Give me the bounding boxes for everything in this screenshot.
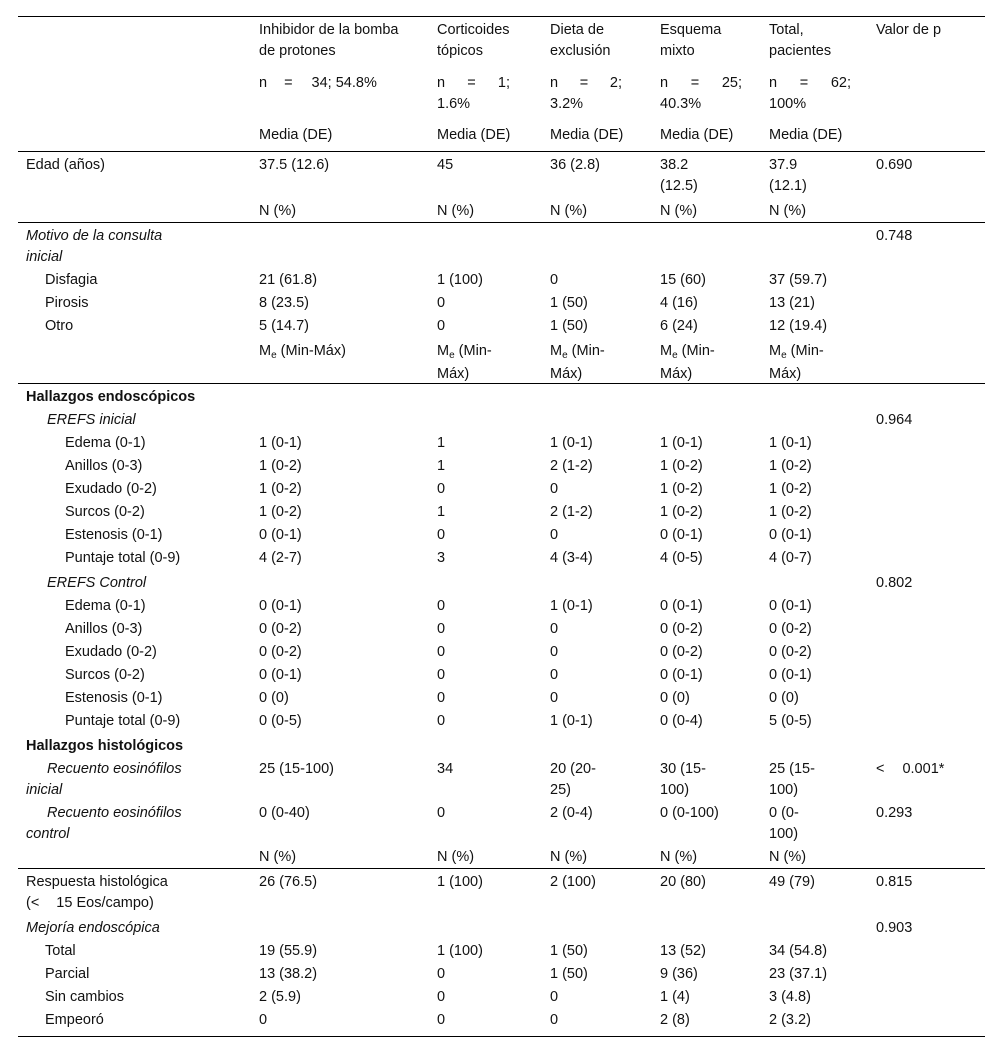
cell: 0 (0-1) <box>259 667 302 683</box>
header-line: Total, <box>769 22 804 38</box>
cell: 26 (76.5) <box>259 874 318 890</box>
me-symbol: M <box>437 343 450 359</box>
cell: 0 (0) <box>660 690 690 706</box>
cell: 0 (0) <box>769 690 799 706</box>
header-col-mixto <box>660 20 721 61</box>
row-label-eos-inicial <box>26 759 182 800</box>
stat-label <box>259 341 346 364</box>
cell: 0 <box>437 621 446 637</box>
cell: 12 (19.4) <box>769 318 828 334</box>
header-rule <box>18 151 985 152</box>
cell: 4 (2-7) <box>259 550 302 566</box>
row-label: Total <box>45 943 76 959</box>
header-line: Corticoides <box>437 22 510 38</box>
stat-label: N (%) <box>550 203 588 219</box>
label-line: inicial <box>26 248 63 265</box>
cell: 4 (0-7) <box>769 550 812 566</box>
cell: 1 (0-1) <box>660 435 703 451</box>
cell <box>660 155 698 196</box>
stat-label: N (%) <box>769 849 807 865</box>
cell: 0 <box>550 690 559 706</box>
cell: 1 (0-1) <box>769 435 812 451</box>
stat-label: Media (DE) <box>437 127 511 143</box>
cell: 20 (80) <box>660 874 706 890</box>
n-percent: 3.2% <box>550 95 584 112</box>
cell: 0 <box>437 966 446 982</box>
cell: 1 (0-2) <box>769 458 812 474</box>
cell: 0 (0-5) <box>259 713 302 729</box>
row-label: Sin cambios <box>45 989 124 1005</box>
p-value: 0.748 <box>876 228 913 244</box>
header-line: exclusión <box>550 42 611 59</box>
subsection-erefs-control: EREFS Control <box>47 575 147 591</box>
cell: 2 (5.9) <box>259 989 301 1005</box>
cell: 4 (3-4) <box>550 550 593 566</box>
cell: 1 (100) <box>437 874 483 890</box>
cell: 0 <box>437 318 446 334</box>
cell: 1 (0-1) <box>550 598 593 614</box>
cell: 1 (50) <box>550 295 588 311</box>
cell: 13 (38.2) <box>259 966 318 982</box>
p-value: 0.964 <box>876 412 913 428</box>
cell: 0 (0-2) <box>769 644 812 660</box>
row-label: Surcos (0-2) <box>65 504 145 520</box>
header-col-dieta <box>550 20 610 61</box>
cell: 0 <box>437 690 446 706</box>
p-value: 0.815 <box>876 874 913 890</box>
n-symbol: n <box>660 75 669 91</box>
section-title-histologicos: Hallazgos histológicos <box>26 738 184 754</box>
cell: 0 (0-2) <box>660 621 703 637</box>
cell: 23 (37.1) <box>769 966 828 982</box>
cell: 3 <box>437 550 446 566</box>
cell-line: 25 (15-100) <box>259 761 334 777</box>
cell: 0 <box>550 527 559 543</box>
stat-label: N (%) <box>259 849 297 865</box>
section-rule <box>18 383 985 384</box>
stat-label <box>437 341 492 384</box>
me-range: (Min-Máx) <box>276 343 346 359</box>
cell: 13 (52) <box>660 943 706 959</box>
cell: 0 (0-2) <box>769 621 812 637</box>
stat-label <box>550 341 605 384</box>
me-range: Máx) <box>437 365 470 382</box>
cell <box>550 803 593 824</box>
n-value: 62; <box>830 75 851 91</box>
cell-line: 36 (2.8) <box>550 157 600 173</box>
cell: 0 <box>437 713 446 729</box>
n-percent: 100% <box>769 95 807 112</box>
stat-label <box>769 341 824 384</box>
row-label: Parcial <box>45 966 90 982</box>
row-label: Estenosis (0-1) <box>65 527 163 543</box>
cell <box>259 759 334 780</box>
header-line: de protones <box>259 42 336 59</box>
cell: 0 (0-1) <box>660 598 703 614</box>
me-symbol: M <box>769 343 782 359</box>
cell: 0 <box>259 1012 268 1028</box>
cell: 0 <box>550 667 559 683</box>
cell-line: 0 <box>437 805 446 821</box>
header-n-total <box>769 73 851 114</box>
row-label: Pirosis <box>45 295 89 311</box>
cell-line: 100) <box>769 781 799 798</box>
me-range: Máx) <box>769 365 802 382</box>
cell: 0 (0-1) <box>660 667 703 683</box>
cell <box>550 759 596 800</box>
me-range: (Min- <box>567 343 605 359</box>
n-equals: = <box>799 75 809 91</box>
n-percent: 1.6% <box>437 95 471 112</box>
me-range: (Min- <box>454 343 492 359</box>
cell-line: 45 <box>437 157 454 173</box>
p-value: 0.690 <box>876 157 913 173</box>
me-subscript: e <box>672 350 678 361</box>
p-value: 0.903 <box>876 920 913 936</box>
cell: 0 (0-2) <box>660 644 703 660</box>
cell: 1 <box>437 504 446 520</box>
n-value: 25; <box>721 75 742 91</box>
subsection-erefs-inicial: EREFS inicial <box>47 412 136 428</box>
label-line: Recuento eosinófilos <box>47 761 182 777</box>
row-label-respuesta <box>26 872 168 913</box>
table-top-rule <box>18 16 985 17</box>
cell: 1 (50) <box>550 966 588 982</box>
cell-line: 38.2 <box>660 157 689 173</box>
header-line: Inhibidor de la bomba <box>259 22 399 38</box>
cell: 0 <box>550 1012 559 1028</box>
cell: 1 <box>437 458 446 474</box>
cell: 0 (0-1) <box>259 527 302 543</box>
p-value <box>876 759 944 780</box>
me-range: (Min- <box>677 343 715 359</box>
cell-line: 25) <box>550 781 571 798</box>
cell: 0 (0-1) <box>769 667 812 683</box>
n-value: 2; <box>609 75 622 91</box>
row-label: Anillos (0-3) <box>65 621 143 637</box>
row-label-eos-control <box>26 803 182 844</box>
n-equals: = <box>284 75 293 91</box>
cell: 2 (8) <box>660 1012 690 1028</box>
me-symbol: M <box>550 343 563 359</box>
cell: 0 <box>437 527 446 543</box>
cell: 6 (24) <box>660 318 698 334</box>
cell: 0 <box>437 667 446 683</box>
me-symbol: M <box>660 343 673 359</box>
cell: 1 (4) <box>660 989 690 1005</box>
cell <box>660 803 719 824</box>
cell: 34 (54.8) <box>769 943 828 959</box>
n-symbol: n <box>259 75 268 91</box>
header-line: Esquema <box>660 22 722 38</box>
cell: 1 (0-1) <box>550 435 593 451</box>
header-line: pacientes <box>769 42 832 59</box>
header-col-corticoides <box>437 20 510 61</box>
row-label: Estenosis (0-1) <box>65 690 163 706</box>
cell: 1 (50) <box>550 318 588 334</box>
cell <box>437 155 453 176</box>
stat-label: N (%) <box>660 203 698 219</box>
me-range: Máx) <box>550 365 583 382</box>
cell: 0 <box>437 644 446 660</box>
row-label: Empeoró <box>45 1012 104 1028</box>
me-subscript: e <box>781 350 787 361</box>
n-equals: = <box>467 75 476 91</box>
n-symbol: n <box>550 75 559 91</box>
cell: 5 (14.7) <box>259 318 309 334</box>
row-label-mejoria: Mejoría endoscópica <box>26 920 160 936</box>
cell: 1 (0-2) <box>769 504 812 520</box>
cell <box>769 155 807 196</box>
cell-line: 30 (15- <box>660 761 706 777</box>
cell: 0 (0-1) <box>769 527 812 543</box>
row-label: Puntaje total (0-9) <box>65 713 181 729</box>
cell: 3 (4.8) <box>769 989 811 1005</box>
cell-line: 100) <box>769 825 799 842</box>
n-percent: 40.3% <box>660 95 702 112</box>
header-col-ibp <box>259 20 398 61</box>
cell <box>660 759 706 800</box>
cell: 19 (55.9) <box>259 943 318 959</box>
cell-line: 0 (0-100) <box>660 805 719 821</box>
n-value: 34; 54.8% <box>311 75 377 91</box>
cell-line: 37.9 <box>769 157 798 173</box>
cell-line: (12.1) <box>769 177 807 194</box>
label-threshold: 15 Eos/campo) <box>56 894 154 911</box>
stat-label: N (%) <box>660 849 698 865</box>
label-line: Respuesta histológica <box>26 874 168 890</box>
cell: 9 (36) <box>660 966 698 982</box>
cell: 0 <box>437 1012 446 1028</box>
cell: 0 (0-2) <box>259 644 302 660</box>
cell-line: 0 (0-40) <box>259 805 310 821</box>
p-value: 0.293 <box>876 805 913 821</box>
header-n-ibp <box>259 73 377 94</box>
me-subscript: e <box>562 350 568 361</box>
stat-label: N (%) <box>437 203 475 219</box>
n-equals: = <box>690 75 700 91</box>
header-n-mixto <box>660 73 742 114</box>
cell-line: 100) <box>660 781 690 798</box>
cell: 15 (60) <box>660 272 706 288</box>
cell <box>259 155 329 176</box>
row-label-edad: Edad (años) <box>26 157 105 173</box>
stat-label: Media (DE) <box>660 127 734 143</box>
p-less-than: < <box>876 761 885 777</box>
label-line: control <box>26 825 70 842</box>
cell-line: 0 (0- <box>769 805 799 821</box>
cell-line: 25 (15- <box>769 761 815 777</box>
cell: 1 (0-1) <box>550 713 593 729</box>
row-label: Edema (0-1) <box>65 598 146 614</box>
header-line: tópicos <box>437 42 483 59</box>
cell: 2 (1-2) <box>550 504 593 520</box>
cell <box>259 803 310 824</box>
cell: 13 (21) <box>769 295 815 311</box>
cell: 0 <box>550 481 559 497</box>
me-subscript: e <box>271 350 277 361</box>
me-range: (Min- <box>786 343 824 359</box>
cell: 1 (0-2) <box>660 458 703 474</box>
cell: 0 (0-1) <box>259 598 302 614</box>
cell: 0 <box>437 481 446 497</box>
header-n-dieta <box>550 73 622 114</box>
stat-label: N (%) <box>259 203 297 219</box>
stat-label: Media (DE) <box>259 127 333 143</box>
cell: 2 (100) <box>550 874 596 890</box>
cell: 0 <box>437 295 446 311</box>
me-range: Máx) <box>660 365 693 382</box>
label-line: Motivo de la consulta <box>26 228 163 244</box>
stat-label <box>660 341 715 384</box>
cell <box>437 803 445 824</box>
cell: 1 (0-2) <box>259 481 302 497</box>
cell: 1 (0-2) <box>259 458 302 474</box>
section-title-endoscopicos: Hallazgos endoscópicos <box>26 389 196 405</box>
cell: 1 (0-2) <box>769 481 812 497</box>
n-symbol: n <box>437 75 446 91</box>
cell <box>769 759 815 800</box>
header-line: Dieta de <box>550 22 605 38</box>
cell: 4 (16) <box>660 295 698 311</box>
row-label: Disfagia <box>45 272 98 288</box>
row-label: Exudado (0-2) <box>65 644 157 660</box>
label-line: Recuento eosinófilos <box>47 805 182 821</box>
cell: 37 (59.7) <box>769 272 828 288</box>
cell: 5 (0-5) <box>769 713 812 729</box>
cell: 0 <box>550 989 559 1005</box>
cell-line: 2 (0-4) <box>550 805 593 821</box>
stat-label: N (%) <box>550 849 588 865</box>
cell-line: 34 <box>437 761 454 777</box>
section-rule <box>18 868 985 869</box>
n-value: 1; <box>497 75 510 91</box>
cell: 0 (0-1) <box>769 598 812 614</box>
cell: 1 <box>437 435 446 451</box>
table-bottom-rule <box>18 1036 985 1037</box>
cell: 1 (50) <box>550 943 588 959</box>
stat-label: N (%) <box>769 203 807 219</box>
cell-line: (12.5) <box>660 177 698 194</box>
section-rule <box>18 222 985 223</box>
header-col-p: Valor de p <box>876 22 942 38</box>
cell: 49 (79) <box>769 874 815 890</box>
me-subscript: e <box>449 350 455 361</box>
cell: 21 (61.8) <box>259 272 318 288</box>
label-less-than: (< <box>26 894 40 911</box>
row-label: Surcos (0-2) <box>65 667 145 683</box>
header-col-total <box>769 20 831 61</box>
cell: 0 (0-2) <box>259 621 302 637</box>
cell-line: 37.5 (12.6) <box>259 157 330 173</box>
me-symbol: M <box>259 343 272 359</box>
cell: 1 (100) <box>437 943 483 959</box>
row-label: Edema (0-1) <box>65 435 146 451</box>
row-label: Otro <box>45 318 74 334</box>
cell-line: 20 (20- <box>550 761 596 777</box>
cell: 0 <box>437 598 446 614</box>
cell: 0 <box>437 989 446 1005</box>
cell: 1 (0-2) <box>259 504 302 520</box>
row-label: Anillos (0-3) <box>65 458 143 474</box>
cell: 0 <box>550 621 559 637</box>
cell: 1 (0-2) <box>660 504 703 520</box>
n-symbol: n <box>769 75 778 91</box>
p-number: 0.001* <box>902 761 945 777</box>
cell: 1 (100) <box>437 272 483 288</box>
stat-label: N (%) <box>437 849 475 865</box>
cell: 1 (0-2) <box>660 481 703 497</box>
header-n-corticoides <box>437 73 510 114</box>
label-line: inicial <box>26 781 63 798</box>
cell: 8 (23.5) <box>259 295 309 311</box>
n-equals: = <box>579 75 589 91</box>
stat-label: Media (DE) <box>769 127 843 143</box>
cell: 0 (0) <box>259 690 289 706</box>
cell: 4 (0-5) <box>660 550 703 566</box>
cell: 2 (1-2) <box>550 458 593 474</box>
stat-label: Media (DE) <box>550 127 624 143</box>
cell: 0 (0-1) <box>660 527 703 543</box>
header-line: mixto <box>660 42 695 59</box>
cell: 1 (0-1) <box>259 435 302 451</box>
cell: 0 (0-4) <box>660 713 703 729</box>
cell: 0 <box>550 644 559 660</box>
cell: 2 (3.2) <box>769 1012 811 1028</box>
cell <box>769 803 799 844</box>
row-label-motivo <box>26 226 162 267</box>
cell <box>550 155 600 176</box>
p-value: 0.802 <box>876 575 913 591</box>
cell: 0 <box>550 272 559 288</box>
row-label: Puntaje total (0-9) <box>65 550 181 566</box>
row-label: Exudado (0-2) <box>65 481 157 497</box>
cell <box>437 759 453 780</box>
